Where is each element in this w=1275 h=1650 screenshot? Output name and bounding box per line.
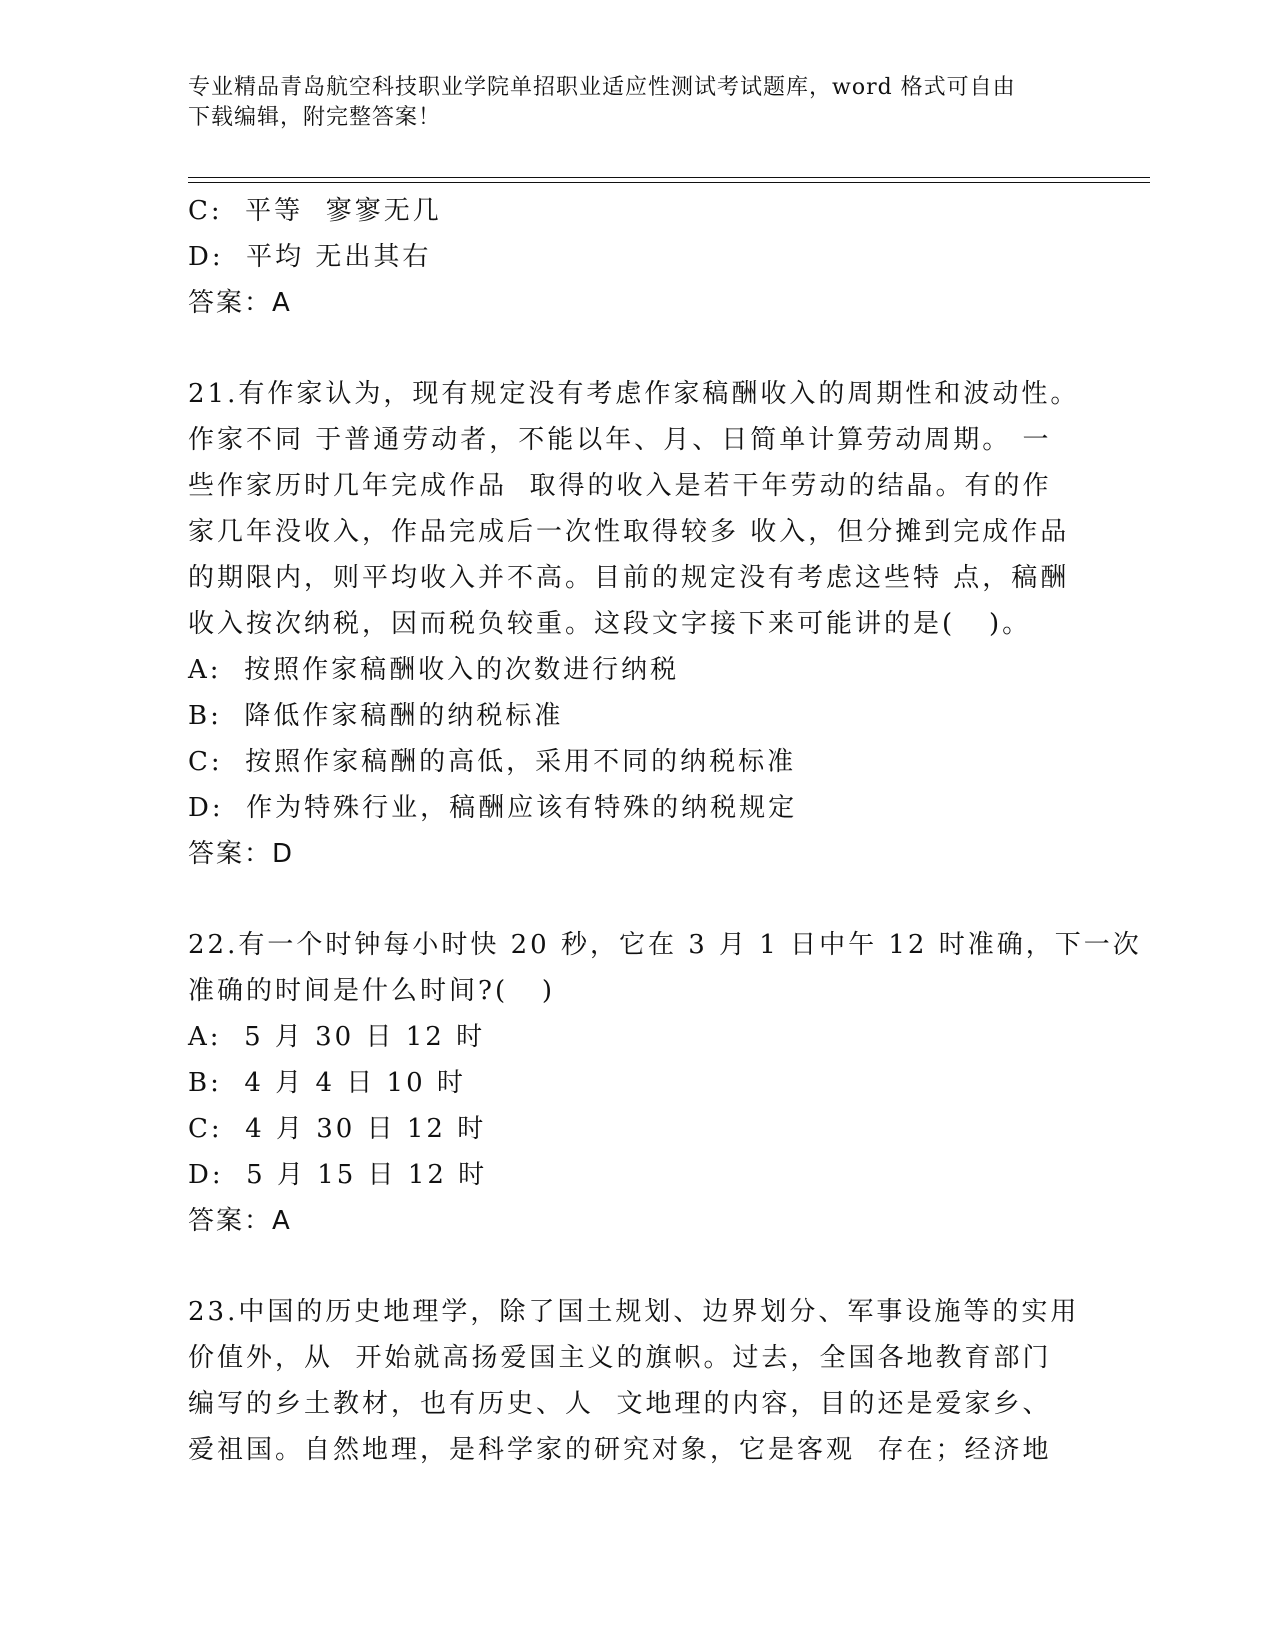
question-text-line: 22.有一个时钟每小时快 20 秒，它在 3 月 1 日中午 12 时准确，下一次 xyxy=(188,930,1142,960)
option-c: C: 按照作家稿酬的高低，采用不同的纳税标准 xyxy=(188,747,797,777)
question-text-line: 准确的时间是什么时间?( ) xyxy=(188,976,556,1006)
header-rule-bottom xyxy=(188,182,1150,183)
option-d: D: 5 月 15 日 12 时 xyxy=(188,1160,488,1190)
question-text-line: 作家不同 于普通劳动者，不能以年、月、日简单计算劳动周期。 一 xyxy=(188,425,1052,455)
question-22 xyxy=(188,922,1142,1244)
option-a: A: 5 月 30 日 12 时 xyxy=(188,1022,486,1052)
page-header xyxy=(188,73,1088,133)
option-c: C: 4 月 30 日 12 时 xyxy=(188,1114,487,1144)
header-rule-top xyxy=(188,177,1150,178)
previous-question-tail xyxy=(188,188,1088,326)
question-text-line: 收入按次纳税，因而税负较重。这段文字接下来可能讲的是( )。 xyxy=(188,609,1032,639)
header-line-1: 专业精品青岛航空科技职业学院单招职业适应性测试考试题库，word 格式可自由 xyxy=(188,75,1016,100)
question-text-line: 的期限内，则平均收入并不高。目前的规定没有考虑这些特 点，稿酬 xyxy=(188,563,1070,593)
option-b: B: 降低作家稿酬的纳税标准 xyxy=(188,701,564,731)
question-text-line: 家几年没收入，作品完成后一次性取得较多 收入，但分摊到完成作品 xyxy=(188,517,1070,547)
option-d: D: 作为特殊行业，稿酬应该有特殊的纳税规定 xyxy=(188,793,798,823)
question-text-line: 23.中国的历史地理学，除了国土规划、边界划分、军事设施等的实用 xyxy=(188,1297,1080,1327)
option-c: C: 平等 寥寥无几 xyxy=(188,196,442,226)
question-23 xyxy=(188,1289,1088,1473)
answer-line: 答案：D xyxy=(188,839,295,869)
answer-line: 答案：A xyxy=(188,288,292,318)
question-text-line: 些作家历时几年完成作品 取得的收入是若干年劳动的结晶。有的作 xyxy=(188,471,1052,501)
option-a: A: 按照作家稿酬收入的次数进行纳税 xyxy=(188,655,680,685)
question-text-line: 21.有作家认为，现有规定没有考虑作家稿酬收入的周期性和波动性。 xyxy=(188,379,1080,409)
header-line-2: 下载编辑，附完整答案！ xyxy=(188,105,442,130)
question-21 xyxy=(188,371,1088,877)
question-text-line: 价值外，从 开始就高扬爱国主义的旗帜。过去，全国各地教育部门 xyxy=(188,1343,1052,1373)
question-text-line: 爱祖国。自然地理，是科学家的研究对象，它是客观 存在；经济地 xyxy=(188,1435,1052,1465)
question-text-line: 编写的乡土教材，也有历史、人 文地理的内容，目的还是爱家乡、 xyxy=(188,1389,1052,1419)
question-content xyxy=(188,188,1142,1473)
answer-line: 答案：A xyxy=(188,1206,292,1236)
option-d: D: 平均 无出其右 xyxy=(188,242,432,272)
option-b: B: 4 月 4 日 10 时 xyxy=(188,1068,466,1098)
